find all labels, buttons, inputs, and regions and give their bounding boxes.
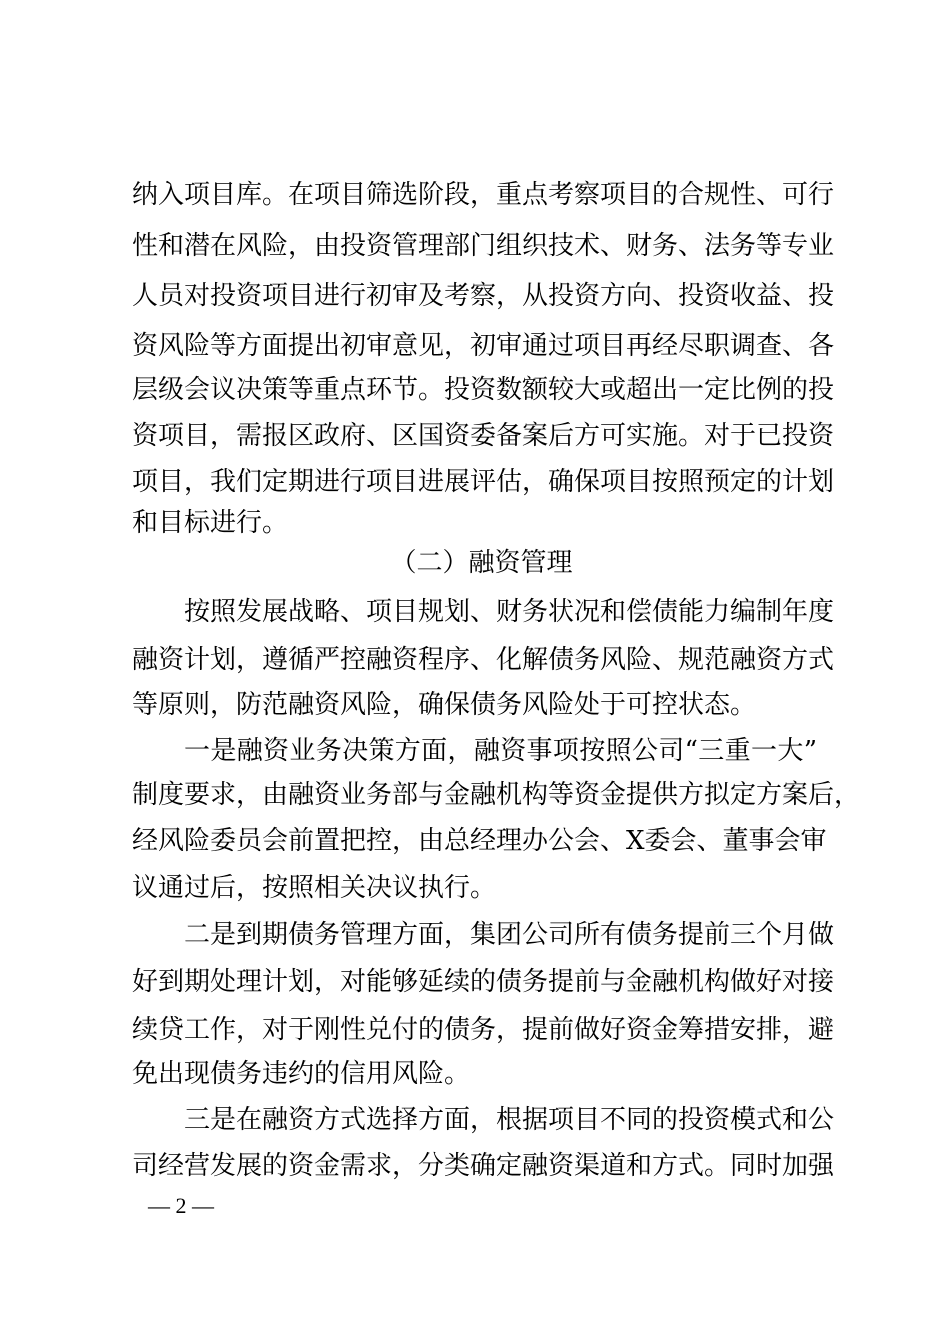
body-text-line: 二是到期债务管理方面，集团公司所有债务提前三个月做 (184, 920, 835, 950)
body-text-line: 人员对投资项目进行初审及考察，从投资方向、投资收益、投 (132, 281, 835, 311)
body-text-line: 司经营发展的资金需求，分类确定融资渠道和方式。同时加强 (132, 1151, 835, 1181)
body-text-line: 性和潜在风险，由投资管理部门组织技术、财务、法务等专业 (132, 231, 835, 261)
body-text-line: 一是融资业务决策方面，融资事项按照公司“三重一大” (184, 736, 817, 766)
body-text-line: 和目标进行。 (132, 508, 289, 538)
body-text-line: 经风险委员会前置把控，由总经理办公会、X委会、董事会审 (132, 826, 827, 856)
page-number: — 2 — (148, 1193, 214, 1218)
body-text-line: 层级会议决策等重点环节。投资数额较大或超出一定比例的投 (132, 375, 835, 405)
body-text-line: 纳入项目库。在项目筛选阶段，重点考察项目的合规性、可行 (132, 180, 835, 210)
body-text-line: 等原则，防范融资风险，确保债务风险处于可控状态。 (132, 690, 757, 720)
body-text-line: 议通过后，按照相关决议执行。 (132, 873, 497, 903)
body-text-line: 资风险等方面提出初审意见，初审通过项目再经尽职调查、各 (132, 331, 835, 361)
body-text-line: 项目，我们定期进行项目进展评估，确保项目按照预定的计划 (132, 467, 835, 497)
body-text-line: 按照发展战略、项目规划、财务状况和偿债能力编制年度 (184, 597, 835, 627)
body-text-line: 制度要求，由融资业务部与金融机构等资金提供方拟定方案后， (132, 780, 861, 810)
body-text-line: 融资计划，遵循严控融资程序、化解债务风险、规范融资方式 (132, 645, 835, 675)
body-text-line: 三是在融资方式选择方面，根据项目不同的投资模式和公 (184, 1105, 835, 1135)
body-text-line: 续贷工作，对于刚性兑付的债务，提前做好资金筹措安排，避 (132, 1015, 835, 1045)
body-text-line: 资项目，需报区政府、区国资委备案后方可实施。对于已投资 (132, 421, 835, 451)
body-text-line: 好到期处理计划，对能够延续的债务提前与金融机构做好对接 (132, 967, 835, 997)
section-heading: （二）融资管理 (390, 548, 573, 578)
body-text-line: 免出现债务违约的信用风险。 (132, 1059, 471, 1089)
